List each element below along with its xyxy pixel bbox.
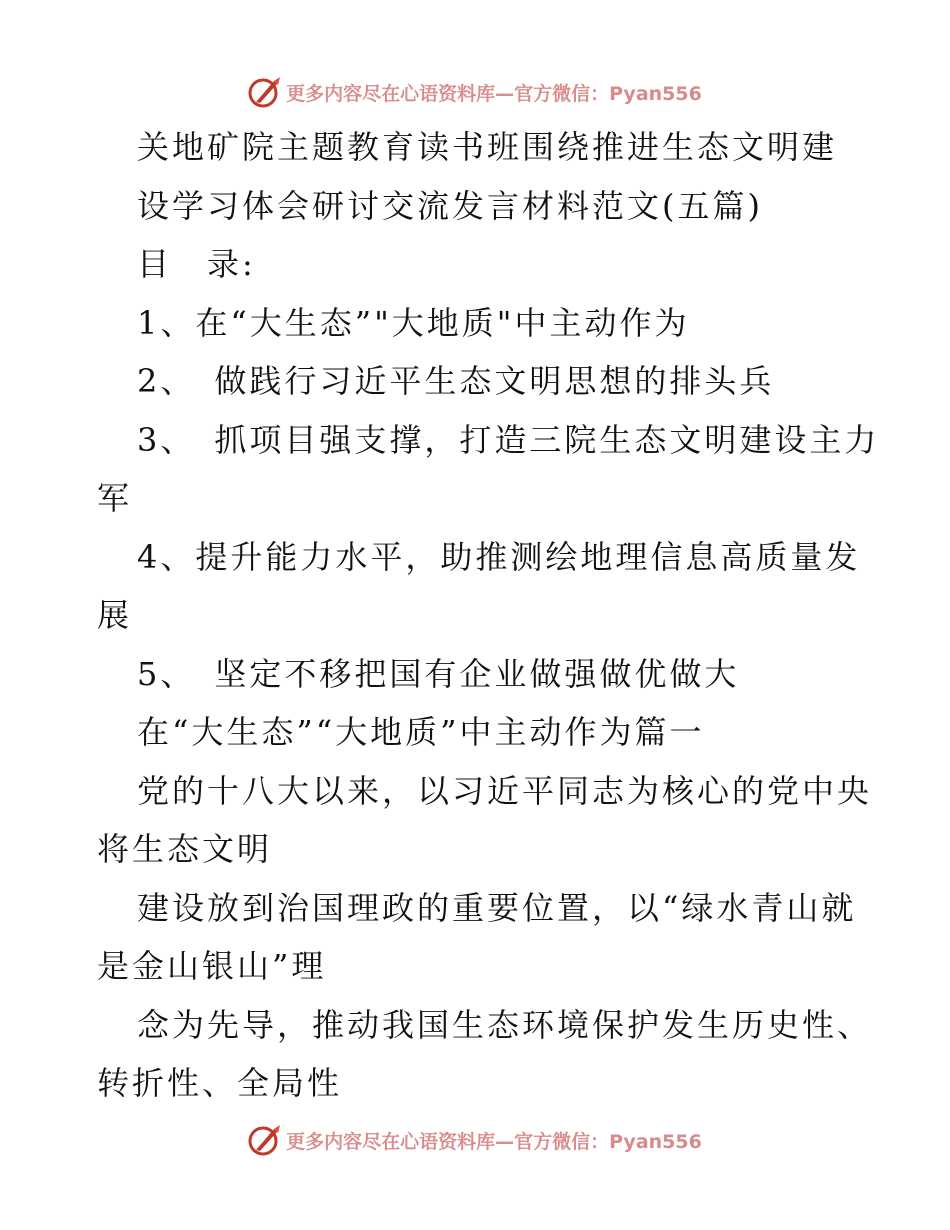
feather-quill-icon (248, 75, 282, 109)
text-line: 关地矿院主题教育读书班围绕推进生态文明建 (137, 128, 838, 166)
text-line: 党的十八大以来，以习近平同志为核心的党中央 (137, 771, 873, 810)
text-line: 在“大生态”“大地质”中主动作为篇一 (137, 713, 705, 751)
feather-quill-icon (248, 1123, 282, 1157)
text-line: 4、提升能力水平，助推测绘地理信息高质量发 (137, 537, 861, 576)
text-line: 设学习体会研讨交流发言材料范文(五篇) (137, 186, 763, 225)
text-line: 2、 做践行习近平生态文明思想的排头兵 (137, 362, 775, 400)
text-line: 目 录: (137, 245, 256, 283)
text-line: 是金山银山”理 (97, 947, 327, 985)
text-line: 展 (97, 596, 133, 634)
text-line: 5、 坚定不移把国有企业做强做优做大 (137, 654, 740, 693)
banner-text: 更多内容尽在心语资料库—官方微信：Pyan556 (286, 82, 702, 105)
header-banner (0, 72, 950, 112)
text-line: 念为先导，推动我国生态环境保护发生历史性、 (137, 1005, 873, 1044)
text-line: 将生态文明 (97, 830, 273, 868)
text-line: 1、在“大生态”"大地质"中主动作为 (137, 303, 690, 342)
banner-text: 更多内容尽在心语资料库—官方微信：Pyan556 (286, 1130, 702, 1153)
text-line: 3、 抓项目强支撑，打造三院生态文明建设主力 (137, 420, 880, 459)
text-line: 建设放到治国理政的重要位置，以“绿水青山就 (137, 888, 857, 927)
text-line: 转折性、全局性 (97, 1064, 343, 1102)
text-line: 军 (97, 479, 133, 517)
footer-banner (0, 1120, 950, 1160)
document-body (97, 118, 880, 1113)
